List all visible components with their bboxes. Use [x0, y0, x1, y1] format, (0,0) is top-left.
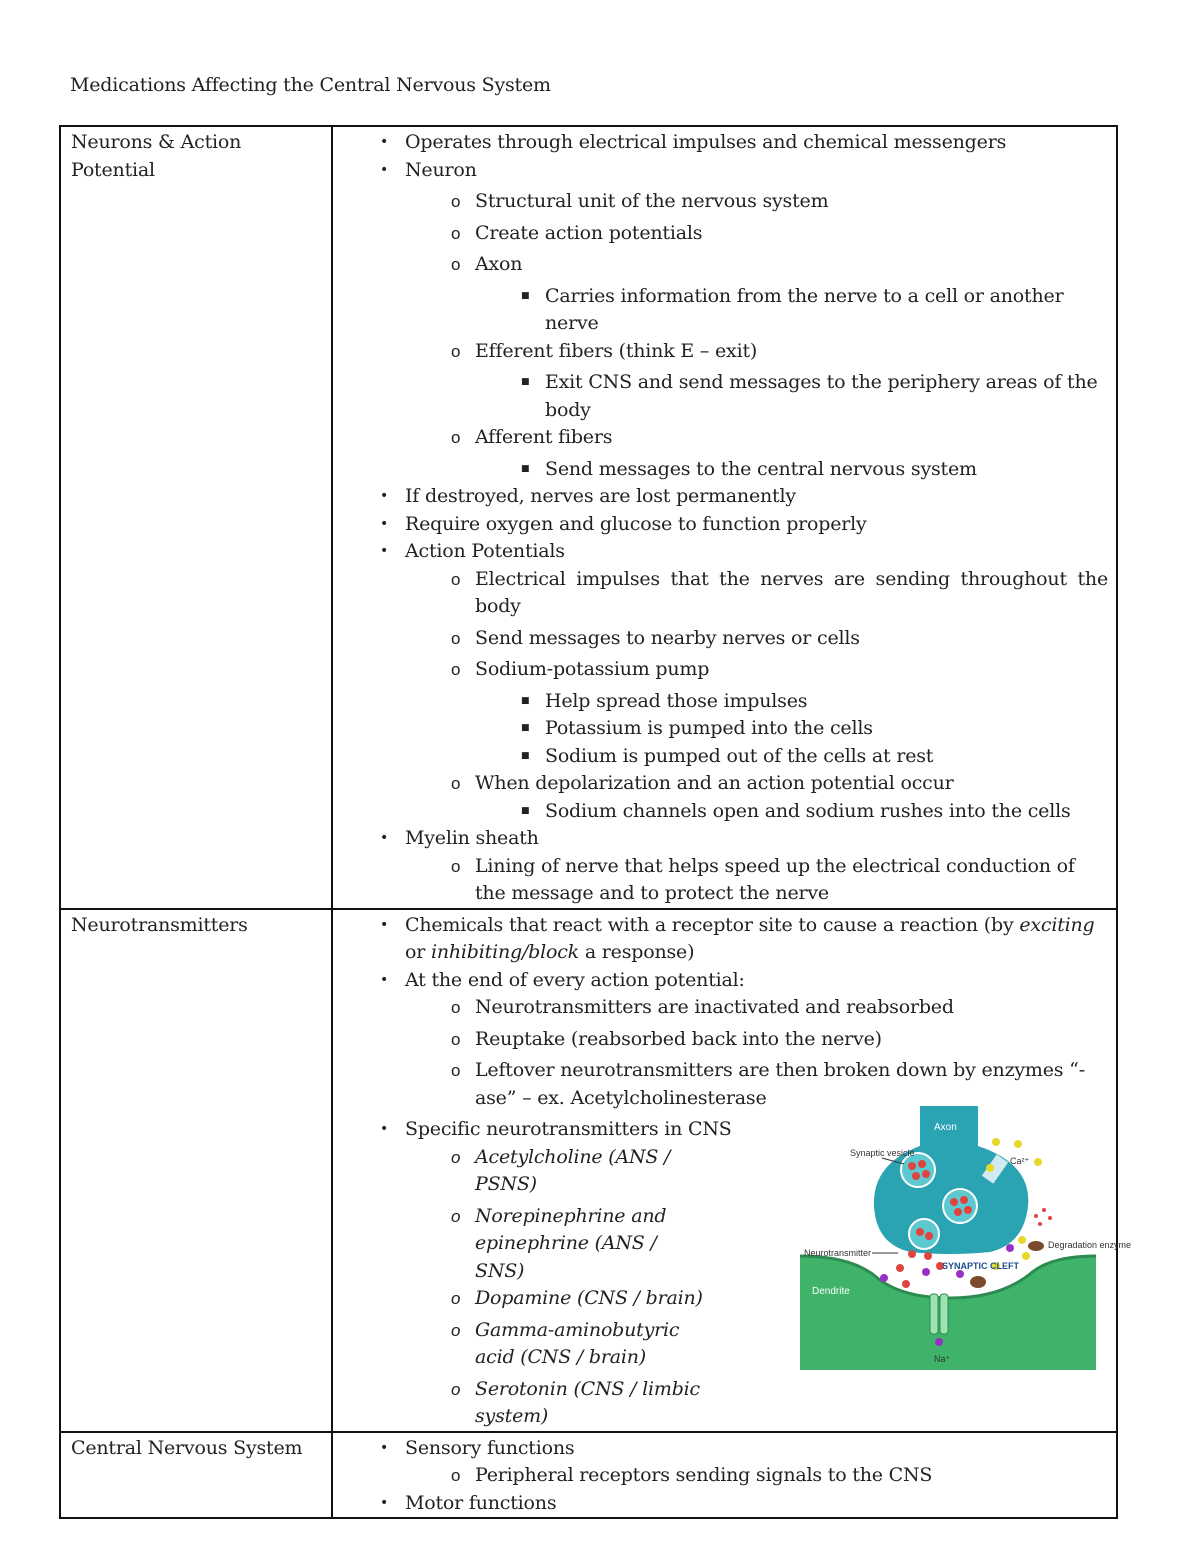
circle-marker: o: [451, 255, 461, 274]
dendrite-label: Dendrite: [812, 1286, 850, 1297]
enzyme-label: Degradation enzyme: [1048, 1240, 1132, 1250]
circle-marker: o: [451, 1147, 461, 1167]
list-item: o Leftover neurotransmitters are then broken down by enzymes “-ase” – ex. Acetylcholinesterase: [451, 1059, 1085, 1109]
list-item: • If destroyed, nerves are lost permanently: [333, 483, 1108, 511]
list-item: • Neuron o Structural unit of the nervous system o Create action potentials o Axon ■ Carries information from the nerve to a cell or another nerve o Efferent fibers (think E – exit) ■ Exit CNS and send messages to the periphery areas of the body o Afferent fibers ■ Send messages to the central nervous system: [333, 157, 1108, 484]
detail-cell: [332, 1432, 1117, 1519]
square-marker: ■: [521, 463, 530, 474]
square-marker: ■: [521, 805, 530, 816]
document-title: Medications Affecting the Central Nervous System: [70, 74, 551, 96]
square-marker: ■: [521, 723, 530, 733]
square-marker: ■: [521, 377, 530, 387]
topic-cell: Central Nervous System: [60, 1432, 332, 1519]
bullet-marker: •: [380, 161, 389, 178]
table-row: [60, 126, 1117, 909]
list-item: o Efferent fibers (think E – exit) ■ Exit CNS and send messages to the periphery areas of the body: [405, 338, 1108, 425]
circle-marker: o: [451, 1029, 461, 1049]
list-item: o Acetylcholine (ANS / PSNS): [451, 1145, 671, 1195]
vesicle: [909, 1219, 939, 1249]
list-item: o Afferent fibers ■ Send messages to the central nervous system: [405, 424, 1108, 483]
bullet-marker: •: [380, 515, 389, 532]
bullet-list: [333, 129, 1108, 908]
circle-marker: o: [451, 1379, 461, 1399]
circle-marker: o: [451, 192, 461, 211]
list-item: o Axon ■ Carries information from the nerve to a cell or another nerve: [405, 251, 1108, 338]
bullet-list: [333, 1435, 1108, 1518]
list-item: • Chemicals that react with a receptor site to cause a reaction (by exciting or inhibiting/block a response): [380, 913, 1095, 963]
circle-marker: o: [451, 998, 461, 1017]
neurotransmitter-label: Neurotransmitter: [804, 1248, 872, 1258]
calcium-label: Ca²⁺: [1010, 1156, 1030, 1166]
list-item: • Myelin sheath o Lining of nerve that helps speed up the electrical conduction of the message and to protect the nerve: [333, 825, 1108, 908]
list-item: o Serotonin (CNS / limbic system): [451, 1377, 700, 1427]
list-item: o Gamma-aminobutyric acid (CNS / brain): [451, 1318, 680, 1368]
bullet-marker: •: [380, 971, 389, 988]
vesicle: [943, 1189, 977, 1223]
sodium-label: Na⁺: [934, 1354, 951, 1364]
circle-marker: o: [451, 569, 461, 589]
bullet-marker: •: [380, 134, 389, 150]
synapse-diagram: [800, 1106, 1132, 1370]
list-item: • Operates through electrical impulses and chemical messengers: [333, 129, 1108, 157]
list-item: o Send messages to nearby nerves or cells: [405, 625, 1108, 653]
circle-marker: o: [451, 341, 461, 361]
bullet-marker: •: [380, 1494, 389, 1511]
list-item: ■ Help spread those impulses: [475, 688, 1108, 716]
circle-marker: o: [451, 1289, 461, 1308]
list-item: • Action Potentials o Electrical impulses that the nerves are sending throughout the body o Send messages to nearby nerves or cells o Sodium-potassium pump ■ Help spread those impulses ■ Potassium is pumped into the cells ■ Sodium is pumped out of the cells at rest o When depolarization and an action potential occur ■ Sodium channels open and sodium rushes into the cells: [333, 538, 1108, 825]
bullet-marker: •: [380, 916, 389, 933]
list-item: ■ Exit CNS and send messages to the periphery areas of the body: [521, 371, 1098, 421]
circle-marker: o: [451, 1320, 461, 1340]
circle-marker: o: [451, 428, 461, 447]
list-item: ■ Potassium is pumped into the cells: [475, 715, 1108, 743]
list-item: o Lining of nerve that helps speed up the electrical conduction of the message and to protect the nerve: [451, 854, 1075, 904]
detail-cell: [332, 126, 1117, 909]
bullet-marker: •: [380, 488, 389, 504]
bullet-marker: •: [380, 830, 389, 846]
circle-marker: o: [451, 628, 461, 648]
list-item: o Electrical impulses that the nerves are sending throughout the body: [451, 567, 1108, 617]
vesicle: [901, 1153, 935, 1187]
bullet-marker: •: [380, 1121, 389, 1137]
square-marker: ■: [521, 290, 530, 301]
circle-marker: o: [451, 1206, 461, 1226]
list-item: o Sodium-potassium pump ■ Help spread those impulses ■ Potassium is pumped into the cells ■ Sodium is pumped out of the cells at rest: [405, 656, 1108, 770]
list-item: • Sensory functions o Peripheral receptors sending signals to the CNS: [333, 1435, 1108, 1490]
list-item: • Require oxygen and glucose to function properly: [333, 511, 1108, 539]
table-row: [60, 1432, 1117, 1519]
square-marker: ■: [521, 750, 530, 761]
enzyme: [970, 1276, 986, 1288]
list-item: • At the end of every action potential: o Neurotransmitters are inactivated and reabsorbed o Reuptake (reabsorbed back into the nerve) o Leftover neurotransmitters are then broken down by enzymes “-ase” – ex. Acetylcholinesterase: [333, 967, 1108, 1113]
circle-marker: o: [451, 223, 461, 243]
synapse-illustration: [800, 1106, 1132, 1370]
bullet-marker: •: [380, 1439, 389, 1456]
list-item: o Peripheral receptors sending signals to the CNS: [405, 1462, 1108, 1490]
list-item: • Motor functions: [333, 1490, 1108, 1518]
list-item: ■ Sodium is pumped out of the cells at rest: [475, 743, 1108, 771]
list-item: o When depolarization and an action potential occur ■ Sodium channels open and sodium rushes into the cells: [405, 770, 1108, 825]
list-item: ■ Carries information from the nerve to a cell or another nerve: [521, 284, 1064, 334]
square-marker: ■: [521, 695, 530, 706]
list-item: o Structural unit of the nervous system: [405, 188, 1108, 216]
list-item: o Reuptake (reabsorbed back into the nerve): [405, 1026, 1108, 1054]
topic-cell: Neurotransmitters: [60, 909, 332, 1432]
list-item: o Neurotransmitters are inactivated and reabsorbed: [405, 994, 1108, 1022]
circle-marker: o: [451, 1466, 461, 1485]
list-item: o Dopamine (CNS / brain): [405, 1285, 705, 1313]
list-item: ■ Sodium channels open and sodium rushes into the cells: [475, 798, 1108, 826]
list-item: ■ Send messages to the central nervous system: [475, 456, 1108, 484]
list-item: o Create action potentials: [405, 220, 1108, 248]
vesicle-label: Synaptic vesicle: [850, 1148, 915, 1158]
circle-marker: o: [451, 856, 461, 876]
circle-marker: o: [451, 774, 461, 793]
circle-marker: o: [451, 660, 461, 679]
bullet-marker: •: [380, 543, 389, 559]
topic-cell: Neurons & Action Potential: [60, 126, 332, 909]
list-item: • Specific neurotransmitters in CNS o Acetylcholine (ANS / PSNS) o Norepinephrine and epinephrine (ANS / SNS) o Dopamine (CNS / brain) o Gamma-aminobutyric acid (CNS / brain) o Serotonin (CNS / limbic system): [333, 1116, 1108, 1431]
axon-label: Axon: [934, 1122, 957, 1133]
list-item: o Norepinephrine and epinephrine (ANS / SNS): [451, 1204, 667, 1282]
synaptic-cleft-label: SYNAPTIC CLEFT: [942, 1261, 1020, 1271]
circle-marker: o: [451, 1061, 461, 1080]
